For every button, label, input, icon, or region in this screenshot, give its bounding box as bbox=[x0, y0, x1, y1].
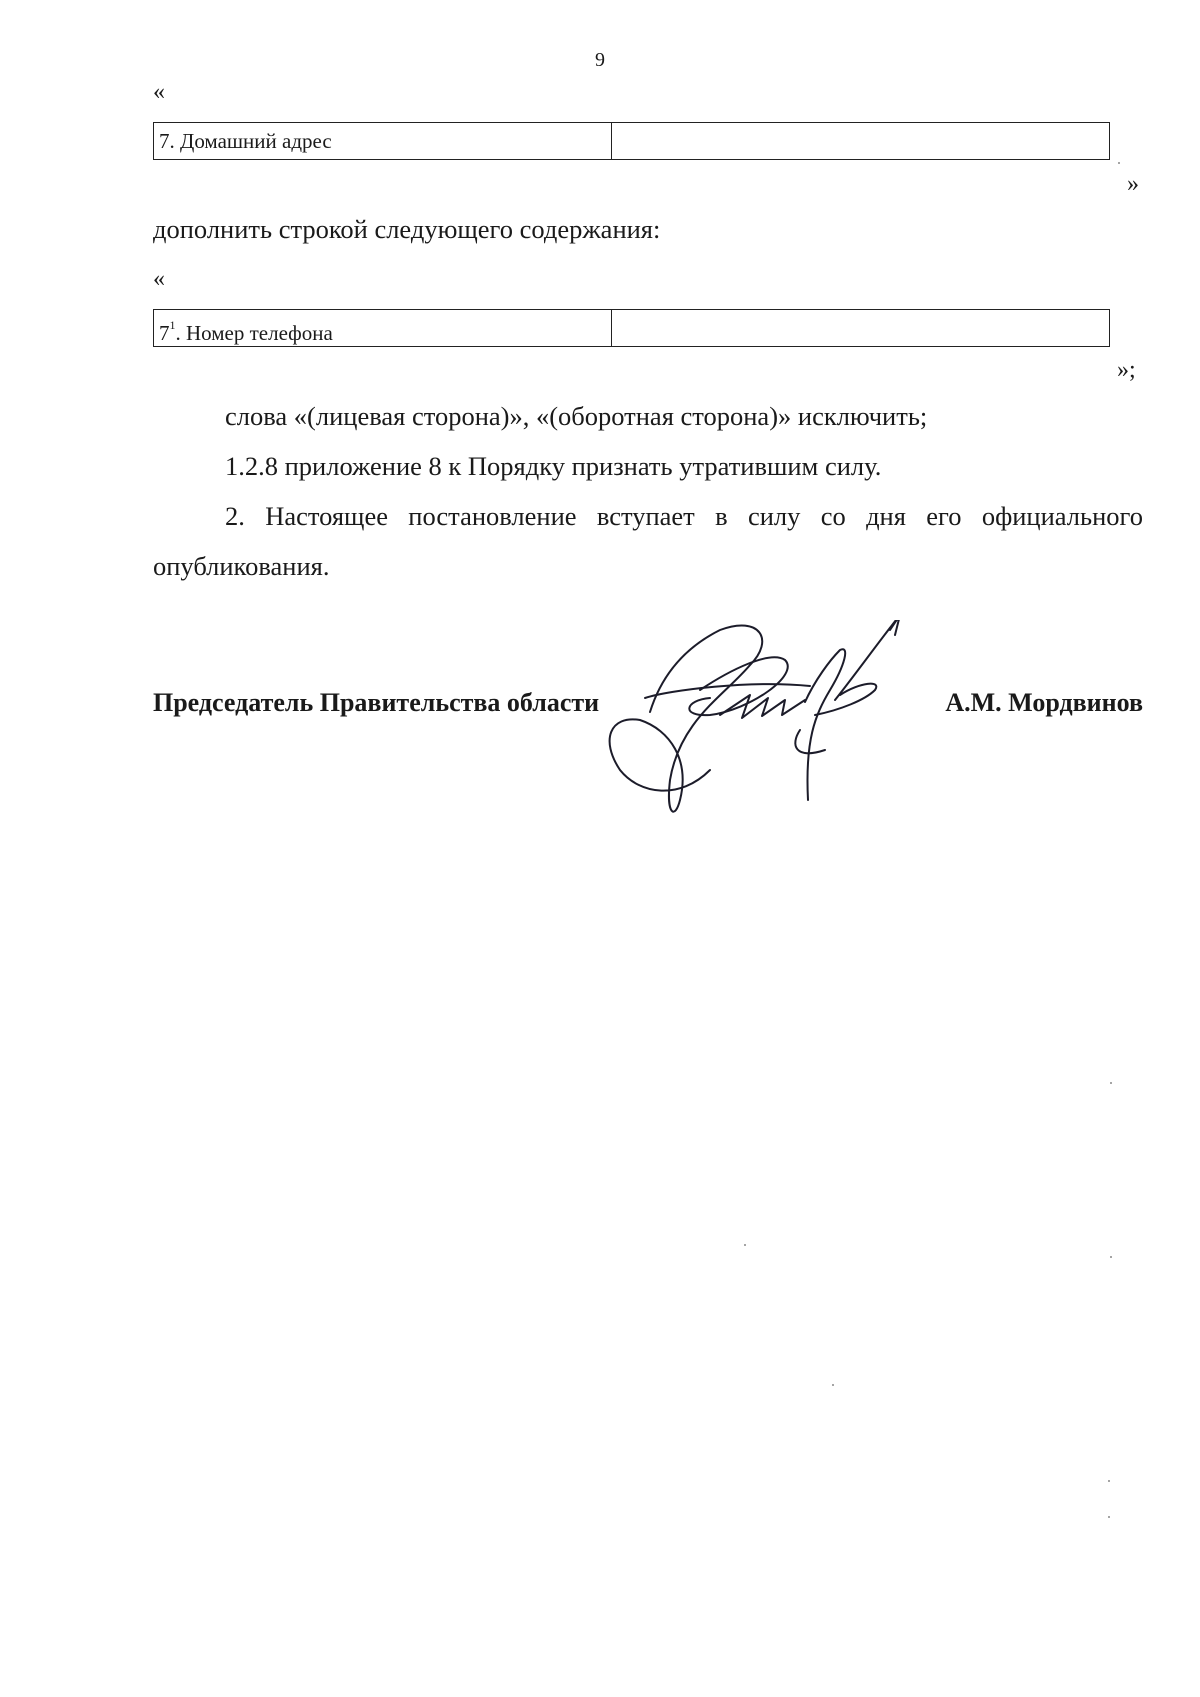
closing-quote-semicolon: »; bbox=[1117, 357, 1136, 383]
scan-speck bbox=[1110, 1082, 1112, 1084]
page-number: 9 bbox=[595, 49, 605, 71]
table-cell-value bbox=[612, 123, 1109, 159]
closing-quote: » bbox=[1127, 171, 1139, 197]
opening-quote-2: « bbox=[153, 266, 165, 292]
scan-speck bbox=[1108, 1480, 1110, 1482]
paragraph-exclude-words: слова «(лицевая сторона)», «(оборотная сторона)» исключить; bbox=[225, 401, 928, 431]
scan-speck bbox=[744, 1244, 746, 1246]
signatory-name: А.М. Мордвинов bbox=[945, 688, 1143, 717]
opening-quote: « bbox=[153, 79, 165, 105]
scan-speck bbox=[1118, 162, 1120, 164]
scan-speck bbox=[1110, 1256, 1112, 1258]
table-cell-label-phone bbox=[154, 310, 612, 346]
label-superscript: 1 bbox=[169, 318, 176, 332]
table-cell-label: 7. Домашний адрес bbox=[154, 123, 612, 159]
table-cell-value-phone bbox=[612, 310, 1109, 346]
label-number: 7 bbox=[159, 321, 170, 345]
paragraph-item-2: 2. Настоящее постановление вступает в силу со дня его официального опубликования. bbox=[153, 501, 1143, 581]
scan-speck bbox=[1108, 1516, 1110, 1518]
table-row-phone-number bbox=[153, 309, 1110, 347]
label-text: . Номер телефона bbox=[175, 321, 333, 345]
signatory-position: Председатель Правительства области bbox=[153, 688, 600, 717]
scan-speck bbox=[832, 1384, 834, 1386]
paragraph-item-1-2-8: 1.2.8 приложение 8 к Порядку признать утратившим силу. bbox=[225, 451, 882, 481]
instruction-add-row: дополнить строкой следующего содержания: bbox=[153, 214, 661, 244]
table-row-home-address bbox=[153, 122, 1110, 160]
handwritten-signature bbox=[600, 620, 960, 820]
